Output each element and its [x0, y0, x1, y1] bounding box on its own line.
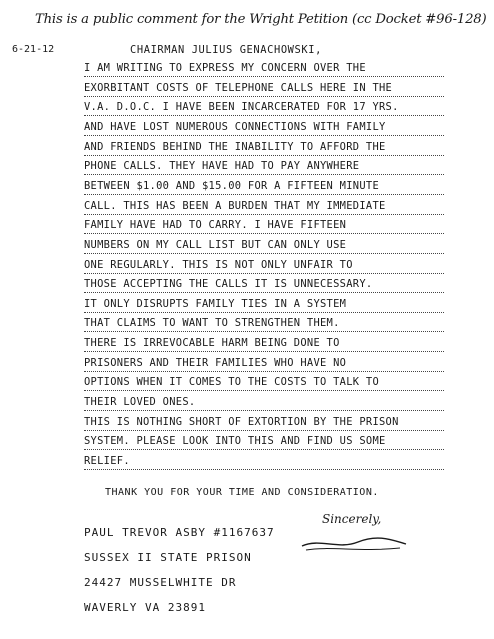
letter-body-line: AND FRIENDS BEHIND THE INABILITY TO AFFORD THE	[84, 140, 386, 153]
line-underline	[84, 273, 444, 274]
line-underline	[84, 96, 444, 97]
letter-body-line: THOSE ACCEPTING THE CALLS IT IS UNNECESSARY.	[84, 278, 373, 291]
line-underline	[84, 135, 444, 136]
line-underline	[84, 410, 444, 411]
letter-body-line: CALL. THIS HAS BEEN A BURDEN THAT MY IMMEDIATE	[84, 199, 386, 212]
public-comment-header: This is a public comment for the Wright Petition (cc Docket #96-128)	[35, 12, 487, 27]
letter-body-line: ONE REGULARLY. THIS IS NOT ONLY UNFAIR TO	[84, 258, 353, 271]
line-underline	[84, 331, 444, 332]
signature-scribble	[300, 532, 410, 554]
letter-body-line: NUMBERS ON MY CALL LIST BUT CAN ONLY USE	[84, 238, 347, 251]
letter-body-line: PRISONERS AND THEIR FAMILIES WHO HAVE NO	[84, 356, 347, 369]
letter-body-line: BETWEEN $1.00 AND $15.00 FOR A FIFTEEN MINUTE	[84, 179, 380, 192]
letter-body-line: I AM WRITING TO EXPRESS MY CONCERN OVER THE	[84, 62, 366, 74]
line-underline	[84, 253, 444, 254]
letter-body-line: OPTIONS WHEN IT COMES TO THE COSTS TO TALK TO	[84, 376, 380, 389]
line-underline	[84, 214, 444, 215]
letter-body-line: IT ONLY DISRUPTS FAMILY TIES IN A SYSTEM	[84, 297, 347, 310]
letter-body-line: THIS IS NOTHING SHORT OF EXTORTION BY THE PRISON	[84, 415, 399, 428]
line-underline	[84, 292, 444, 293]
letter-salutation: CHAIRMAN JULIUS GENACHOWSKI,	[130, 44, 322, 56]
letter-date: 6-21-12	[12, 44, 55, 55]
letter-signoff: Sincerely,	[322, 512, 382, 526]
line-underline	[84, 351, 444, 352]
letter-body-line: THERE IS IRREVOCABLE HARM BEING DONE TO	[84, 337, 340, 350]
line-underline	[84, 430, 444, 431]
line-underline	[84, 174, 444, 175]
line-underline	[84, 371, 444, 372]
letter-body-line: SYSTEM. PLEASE LOOK INTO THIS AND FIND US SOME	[84, 435, 386, 448]
letter-body-line: THAT CLAIMS TO WANT TO STRENGTHEN THEM.	[84, 317, 340, 330]
line-underline	[84, 76, 444, 77]
letter-body-line: V.A. D.O.C. I HAVE BEEN INCARCERATED FOR 17 YRS.	[84, 101, 399, 114]
line-underline	[84, 194, 444, 195]
line-underline	[84, 469, 444, 470]
address-line: WAVERLY VA 23891	[84, 601, 206, 614]
line-underline	[84, 233, 444, 234]
letter-closing: THANK YOU FOR YOUR TIME AND CONSIDERATION.	[105, 487, 379, 498]
address-line: 24427 MUSSELWHITE DR	[84, 576, 237, 589]
address-line: SUSSEX II STATE PRISON	[84, 551, 252, 564]
letter-body-line: AND HAVE LOST NUMEROUS CONNECTIONS WITH FAMILY	[84, 120, 386, 133]
letter-body-line: EXORBITANT COSTS OF TELEPHONE CALLS HERE IN THE	[84, 81, 393, 94]
line-underline	[84, 449, 444, 450]
line-underline	[84, 115, 444, 116]
letter-body-line: RELIEF.	[84, 455, 130, 467]
letter-body-line: THEIR LOVED ONES.	[84, 396, 196, 409]
letter-body-line: FAMILY HAVE HAD TO CARRY. I HAVE FIFTEEN	[84, 219, 347, 232]
line-underline	[84, 312, 444, 313]
address-line: PAUL TREVOR ASBY #1167637	[84, 526, 275, 539]
letter-body-line: PHONE CALLS. THEY HAVE HAD TO PAY ANYWHERE	[84, 160, 360, 173]
line-underline	[84, 390, 444, 391]
line-underline	[84, 155, 444, 156]
